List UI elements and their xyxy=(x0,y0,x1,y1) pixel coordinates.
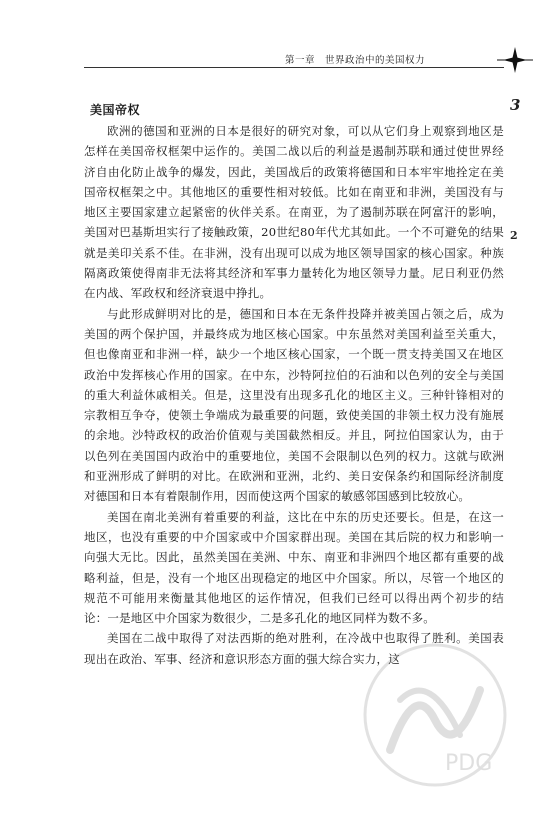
paragraph: 欧洲的德国和亚洲的日本是很好的研究对象，可以从它们身上观察到地区是怎样在美国帝权框架中运作的。美国二战以后的利益是遏制苏联和通过使世界经济自由化防止战争的爆发，因此，美国战后的政策将德国和日本牢牢地拴定在美国帝权框架之中。其他地区的重要性相对较低。比如在南亚和非洲，美国没有与地区主要国家建立起紧密的伙伴关系。在南亚，为了遏制苏联在阿富汗的影响，美国对巴基斯坦实行了接触政策，20世纪80年代尤其如此。一个不可避免的结果就是美印关系不佳。在非洲，没有出现可以成为地区领导国家的核心国家。种族隔离政策使得南非无法将其经济和军事力量转化为地区领导力量。尼日利亚仍然在内战、军政权和经济衰退中挣扎。 xyxy=(84,124,504,301)
compass-star-icon xyxy=(497,47,533,73)
paragraph: 美国在南北美洲有着重要的利益，这比在中东的历史还要长。但是，在这一地区，也没有重要的中介国家或中介国家群出现。美国在其后院的权力和影响一向强大无比。因此，虽然美国在美洲、中东、南亚和非洲四个地区都有重要的战略利益，但是，没有一个地区出现稳定的地区中介国家。所以，尽管一个地区的规范不可能用来衡量其他地区的运作情况，但我们已经可以得出两个初步的结论：一是地区中介国家为数很少，二是多孔化的地区同样为数不多。 xyxy=(84,509,504,626)
pdg-watermark-logo xyxy=(360,640,510,790)
paragraph: 美国在二战中取得了对法西斯的绝对胜利，在冷战中也取得了胜利。美国表现出在政治、军事、经济和意识形态方面的强大综合实力，这 xyxy=(84,631,504,666)
paragraph: 与此形成鲜明对比的是，德国和日本在无条件投降并被美国占领之后，成为美国的两个保护国，并最终成为地区核心国家。中东虽然对美国利益至关重大，但也像南亚和非洲一样，缺少一个地区核心国家，一个既一贯支持美国又在地区政治中发挥核心作用的国家。在中东，沙特阿拉伯的石油和以色列的安全与美国的重大利益休戚相关。但是，这里没有出现多孔化的地区主义。三种针锋相对的宗教相互争夺，使领土争端成为最重要的问题，致使美国的非领土权力没有施展的余地。沙特政权的政治价值观与美国截然相反。并且，阿拉伯国家认为，由于以色列在美国国内政治中的重要地位，美国不会限制以色列的权力。这就与欧洲和亚洲形成了鲜明的对比。在欧洲和亚洲，北约、美日安保条约和国际经济制度对德国和日本有着限制作用，因而使这两个国家的敏感邻国感到比较放心。 xyxy=(84,306,504,504)
section-heading: 美国帝权 xyxy=(90,103,141,117)
running-header: 第一章 世界政治中的美国权力 xyxy=(285,55,426,66)
margin-note-number: 2 xyxy=(510,229,518,242)
header-rule xyxy=(84,67,504,68)
page-number: 3 xyxy=(510,96,521,114)
svg-text:PDG: PDG xyxy=(445,751,493,776)
body-text xyxy=(84,121,504,669)
